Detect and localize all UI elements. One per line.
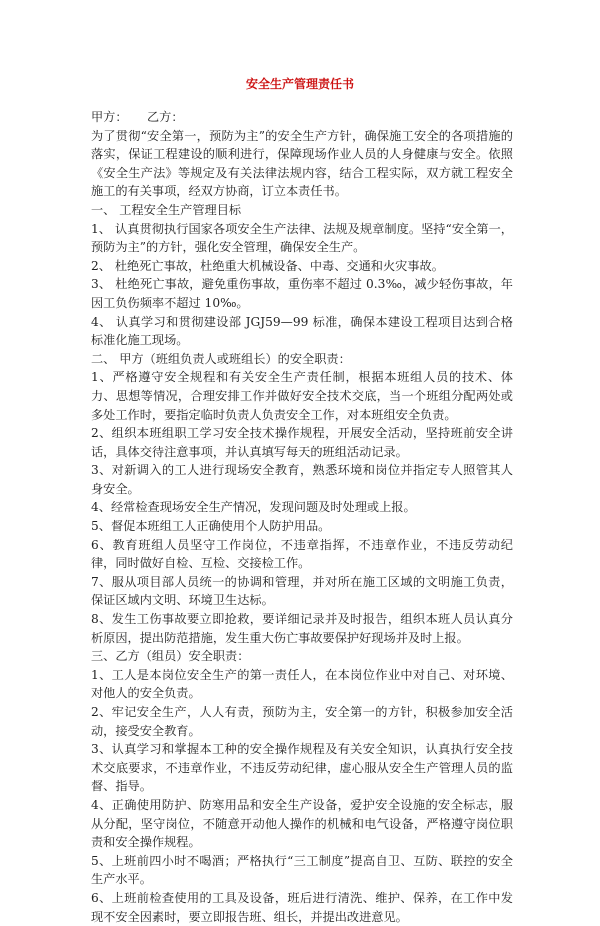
section-2-heading: 二、 甲方（班组负责人或班组长）的安全职责： <box>91 351 351 366</box>
section-1-item-1: 1、 认真贯彻执行国家各项安全生产法律、法规及规章制度。坚持“安全第一，预防为主”的方针，强化安全管理，确保安全生产。 <box>91 221 513 255</box>
parties-line <box>91 108 513 127</box>
section-1-item-3: 3、 杜绝死亡事故，避免重伤事故，重伤率不超过 0.3‰，减少轻伤事故，年因工负伤频率不超过 10‰。 <box>91 277 513 310</box>
section-1-item-2: 2、 杜绝死亡事故，杜绝重大机械设备、中毒、交通和火灾事故。 <box>91 258 444 273</box>
section-1-heading: 一、 工程安全生产管理目标 <box>91 202 242 217</box>
intro-paragraph: 为了贯彻“安全第一，预防为主”的安全生产方针，确保施工安全的各项措施的落实，保证工程建设的顺利进行，保障现场作业人员的人身健康与安全。依照《安全生产法》等规定及有关法律法规内容，结合工程实际，双方就工程安全施工的有关事项，经双方协商，订立本责任书。 <box>91 128 513 199</box>
section-2-item-3: 3、对新调入的工人进行现场安全教育，熟悉环境和岗位并指定专人照管其人身安全。 <box>91 463 513 496</box>
section-2-item-5: 5、督促本班组工人正确使用个人防护用品。 <box>91 519 331 534</box>
document-body <box>91 108 513 926</box>
section-3-item-5: 5、上班前四小时不喝酒；严格执行“三工制度”提高自卫、互防、联控的安全生产水平。 <box>91 853 513 887</box>
party-b-label: 乙方： <box>147 110 184 124</box>
section-2-item-1: 1、严格遵守安全规程和有关安全生产责任制，根据本班组人员的技术、体力、思想等情况，合理安排工作并做好安全技术交底，当一个班组分配两处或多处工作时，要指定临时负责人负责安全工作，对本班组安全负责。 <box>91 370 513 422</box>
section-2-item-2: 2、组织本班组职工学习安全技术操作规程，开展安全活动，坚持班前安全讲话，具体交待注意事项，并认真填写每天的班组活动记录。 <box>91 426 513 459</box>
section-2-item-6: 6、教育班组人员坚守工作岗位，不违章指挥，不违章作业，不违反劳动纪律，同时做好自检、互检、交接检工作。 <box>91 537 513 571</box>
section-3-item-1: 1、工人是本岗位安全生产的第一责任人，在本岗位作业中对自己、对环境、对他人的安全负责。 <box>91 667 513 701</box>
section-2-item-7: 7、服从项目部人员统一的协调和管理，并对所在施工区域的文明施工负责，保证区域内文明、环境卫生达标。 <box>91 574 513 608</box>
section-1-item-4: 4、 认真学习和贯彻建设部 JGJ59—99 标准，确保本建设工程项目达到合格标准化施工现场。 <box>91 314 513 348</box>
section-3-heading: 三、乙方（组员）安全职责： <box>91 649 250 664</box>
section-2-item-8: 8、发生工伤事故要立即抢救，要详细记录并及时报告，组织本班人员认真分析原因，提出防范措施，发生重大伤亡事故要保护好现场并及时上报。 <box>91 612 513 645</box>
section-3-item-2: 2、牢记安全生产，人人有责，预防为主，安全第一的方针，积极参加安全活动，接受安全教育。 <box>91 705 513 738</box>
document-title: 安全生产管理责任书 <box>245 77 354 91</box>
section-2-item-4: 4、经常检查现场安全生产情况，发现问题及时处理或上报。 <box>91 500 416 515</box>
party-a-label: 甲方： <box>91 110 128 124</box>
section-3-item-4: 4、正确使用防护、防寒用品和安全生产设备，爱护安全设施的安全标志，服从分配，坚守岗位，不随意开动他人操作的机械和电气设备，严格遵守岗位职责和安全操作规程。 <box>91 797 513 850</box>
section-3-item-6: 6、上班前检查使用的工具及设备，班后进行清洗、维护、保养，在工作中发现不安全因素时，要立即报告班、组长，并提出改进意见。 <box>91 890 513 924</box>
section-3-item-3: 3、认真学习和掌握本工种的安全操作规程及有关安全知识，认真执行安全技术交底要求，不违章作业，不违反劳动纪律，虚心服从安全生产管理人员的监督、指导。 <box>91 742 513 794</box>
